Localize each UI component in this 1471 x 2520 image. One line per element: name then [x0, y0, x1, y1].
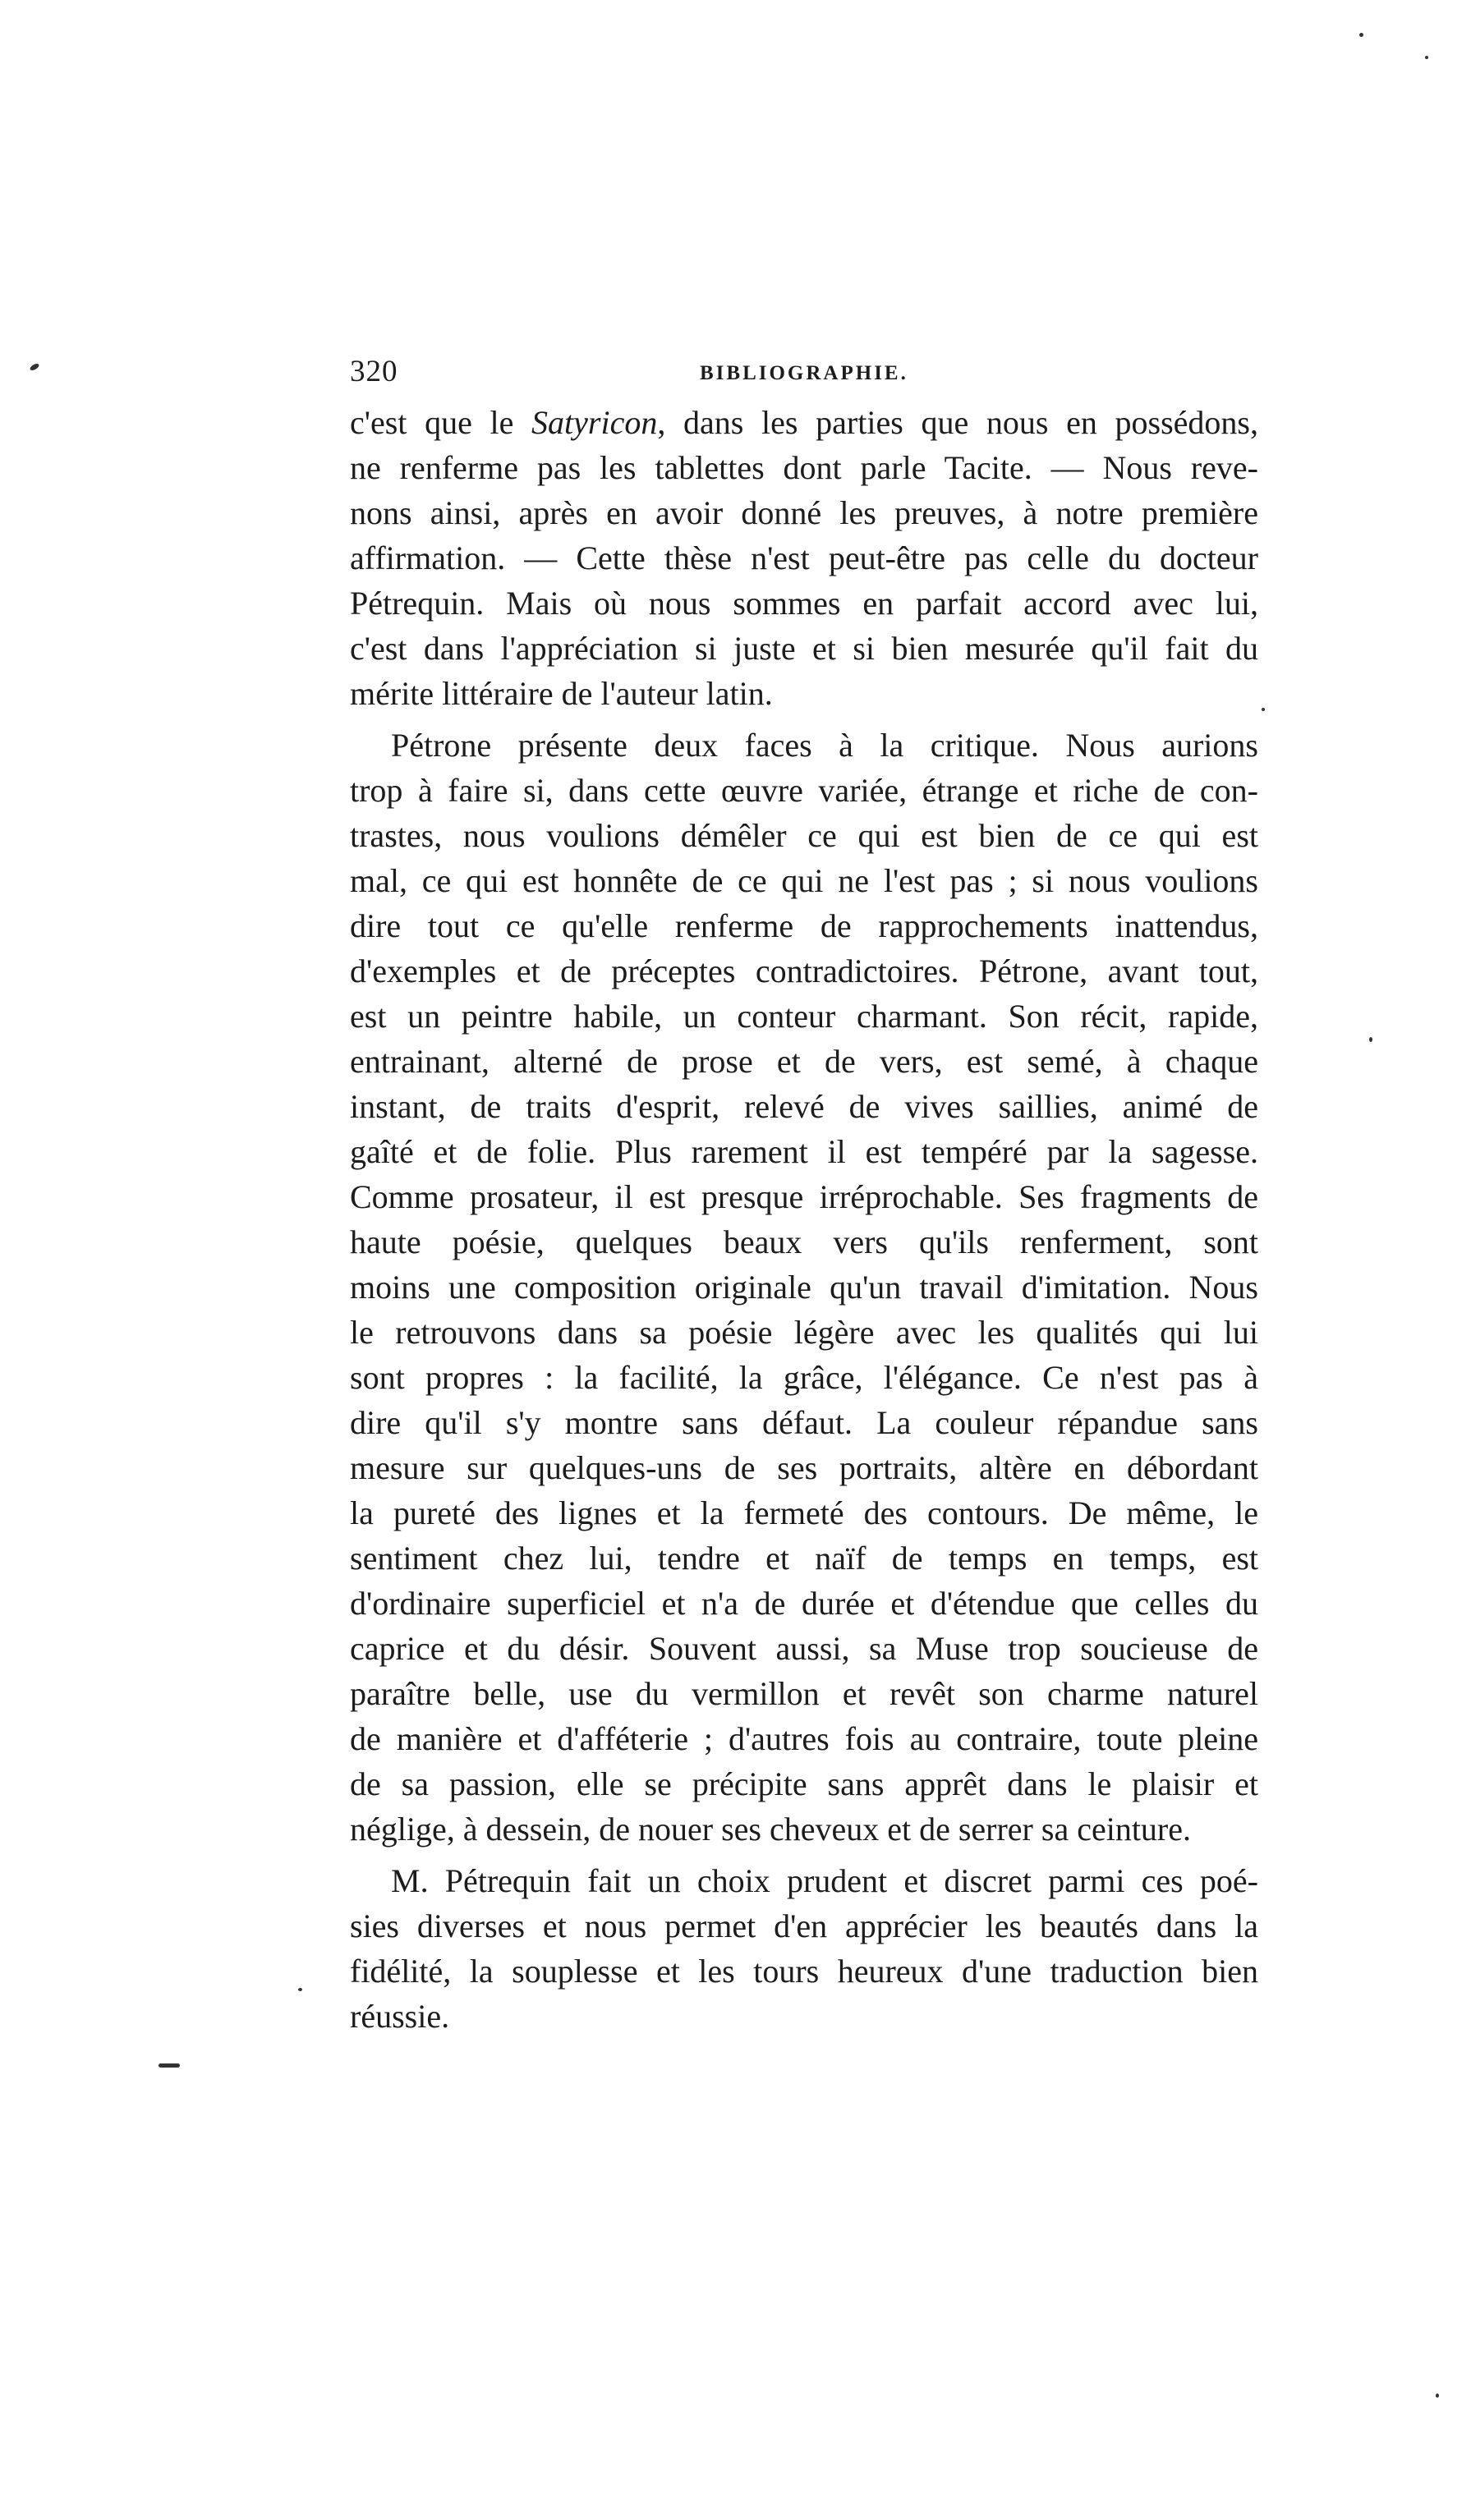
- text-line: instant, de traits d'esprit, relevé de vives saillies, animé de: [350, 1088, 1258, 1125]
- margin-mark: [29, 362, 39, 371]
- margin-mark: [1369, 1037, 1372, 1042]
- margin-mark: [1436, 2394, 1439, 2398]
- margin-mark: [298, 1988, 302, 1991]
- text-line: nons ainsi, après en avoir donné les preuves, à notre première: [350, 494, 1258, 531]
- text-line: mérite littéraire de l'auteur latin.: [350, 675, 773, 712]
- paragraph: [350, 400, 1258, 716]
- text-line: entrainant, alterné de prose et de vers, est semé, à chaque: [350, 1043, 1258, 1080]
- text-line: le retrouvons dans sa poésie légère avec les qualités qui lui: [350, 1314, 1258, 1351]
- text-line: c'est dans l'appréciation si juste et si bien mesurée qu'il fait du: [350, 630, 1258, 667]
- text-line: de sa passion, elle se précipite sans apprêt dans le plaisir et: [350, 1765, 1258, 1802]
- text-line: sont propres : la facilité, la grâce, l'élégance. Ce n'est pas à: [350, 1359, 1258, 1396]
- text-line: mal, ce qui est honnête de ce qui ne l'est pas ; si nous voulions: [350, 862, 1258, 899]
- text-line: sies diverses et nous permet d'en apprécier les beautés dans la: [350, 1907, 1258, 1944]
- text-line: affirmation. — Cette thèse n'est peut-être pas celle du docteur: [350, 539, 1258, 576]
- text-line: d'exemples et de préceptes contradictoires. Pétrone, avant tout,: [350, 952, 1258, 989]
- text-line: Comme prosateur, il est presque irréprochable. Ses fragments de: [350, 1178, 1258, 1215]
- text-line: la pureté des lignes et la fermeté des contours. De même, le: [350, 1494, 1258, 1531]
- text-line: trastes, nous voulions démêler ce qui est bien de ce qui est: [350, 817, 1258, 854]
- text-line: gaîté et de folie. Plus rarement il est tempéré par la sagesse.: [350, 1133, 1258, 1170]
- paragraph: [350, 723, 1258, 1852]
- margin-mark: [1425, 56, 1428, 59]
- text-line: néglige, à dessein, de nouer ses cheveux et de serrer sa ceinture.: [350, 1811, 1192, 1848]
- paragraph: [350, 1858, 1258, 2039]
- text-line: réussie.: [350, 1998, 450, 2035]
- italic-title: Satyricon: [531, 404, 658, 441]
- text-line: moins une composition originale qu'un travail d'imitation. Nous: [350, 1269, 1258, 1306]
- text-line: caprice et du désir. Souvent aussi, sa Muse trop soucieuse de: [350, 1630, 1258, 1667]
- text-line: ne renferme pas les tablettes dont parle Tacite. — Nous reve-: [350, 449, 1258, 486]
- text-line: dire qu'il s'y montre sans défaut. La couleur répandue sans: [350, 1404, 1258, 1441]
- text-line: haute poésie, quelques beaux vers qu'ils renferment, sont: [350, 1223, 1258, 1260]
- margin-mark: [1262, 708, 1265, 711]
- text-line: mesure sur quelques-uns de ses portraits, altère en débordant: [350, 1449, 1258, 1486]
- body-text: [350, 400, 1258, 2039]
- text-line: d'ordinaire superficiel et n'a de durée et d'étendue que celles du: [350, 1585, 1258, 1622]
- text-line: dire tout ce qu'elle renferme de rapprochements inattendus,: [350, 907, 1258, 944]
- page-number: 320: [350, 355, 398, 388]
- text-line: fidélité, la souplesse et les tours heureux d'une traduction bien: [350, 1953, 1258, 1990]
- text-line: Pétrone présente deux faces à la critique. Nous aurions: [391, 727, 1258, 764]
- running-title: BIBLIOGRAPHIE.: [700, 362, 908, 384]
- running-head: [350, 351, 1253, 392]
- text-line: paraître belle, use du vermillon et revêt son charme naturel: [350, 1675, 1258, 1712]
- text-line: est un peintre habile, un conteur charmant. Son récit, rapide,: [350, 998, 1258, 1035]
- margin-mark: [159, 2063, 180, 2068]
- text-line: trop à faire si, dans cette œuvre variée, étrange et riche de con-: [350, 772, 1258, 809]
- text-line: Pétrequin. Mais où nous sommes en parfait accord avec lui,: [350, 585, 1258, 622]
- text-line: M. Pétrequin fait un choix prudent et discret parmi ces poé-: [391, 1862, 1258, 1899]
- text-line: sentiment chez lui, tendre et naïf de temps en temps, est: [350, 1540, 1258, 1577]
- margin-mark: [1359, 33, 1363, 37]
- text-line: c'est que le Satyricon, dans les parties que nous en possédons,: [350, 404, 1258, 441]
- text-line: de manière et d'afféterie ; d'autres fois au contraire, toute pleine: [350, 1720, 1258, 1757]
